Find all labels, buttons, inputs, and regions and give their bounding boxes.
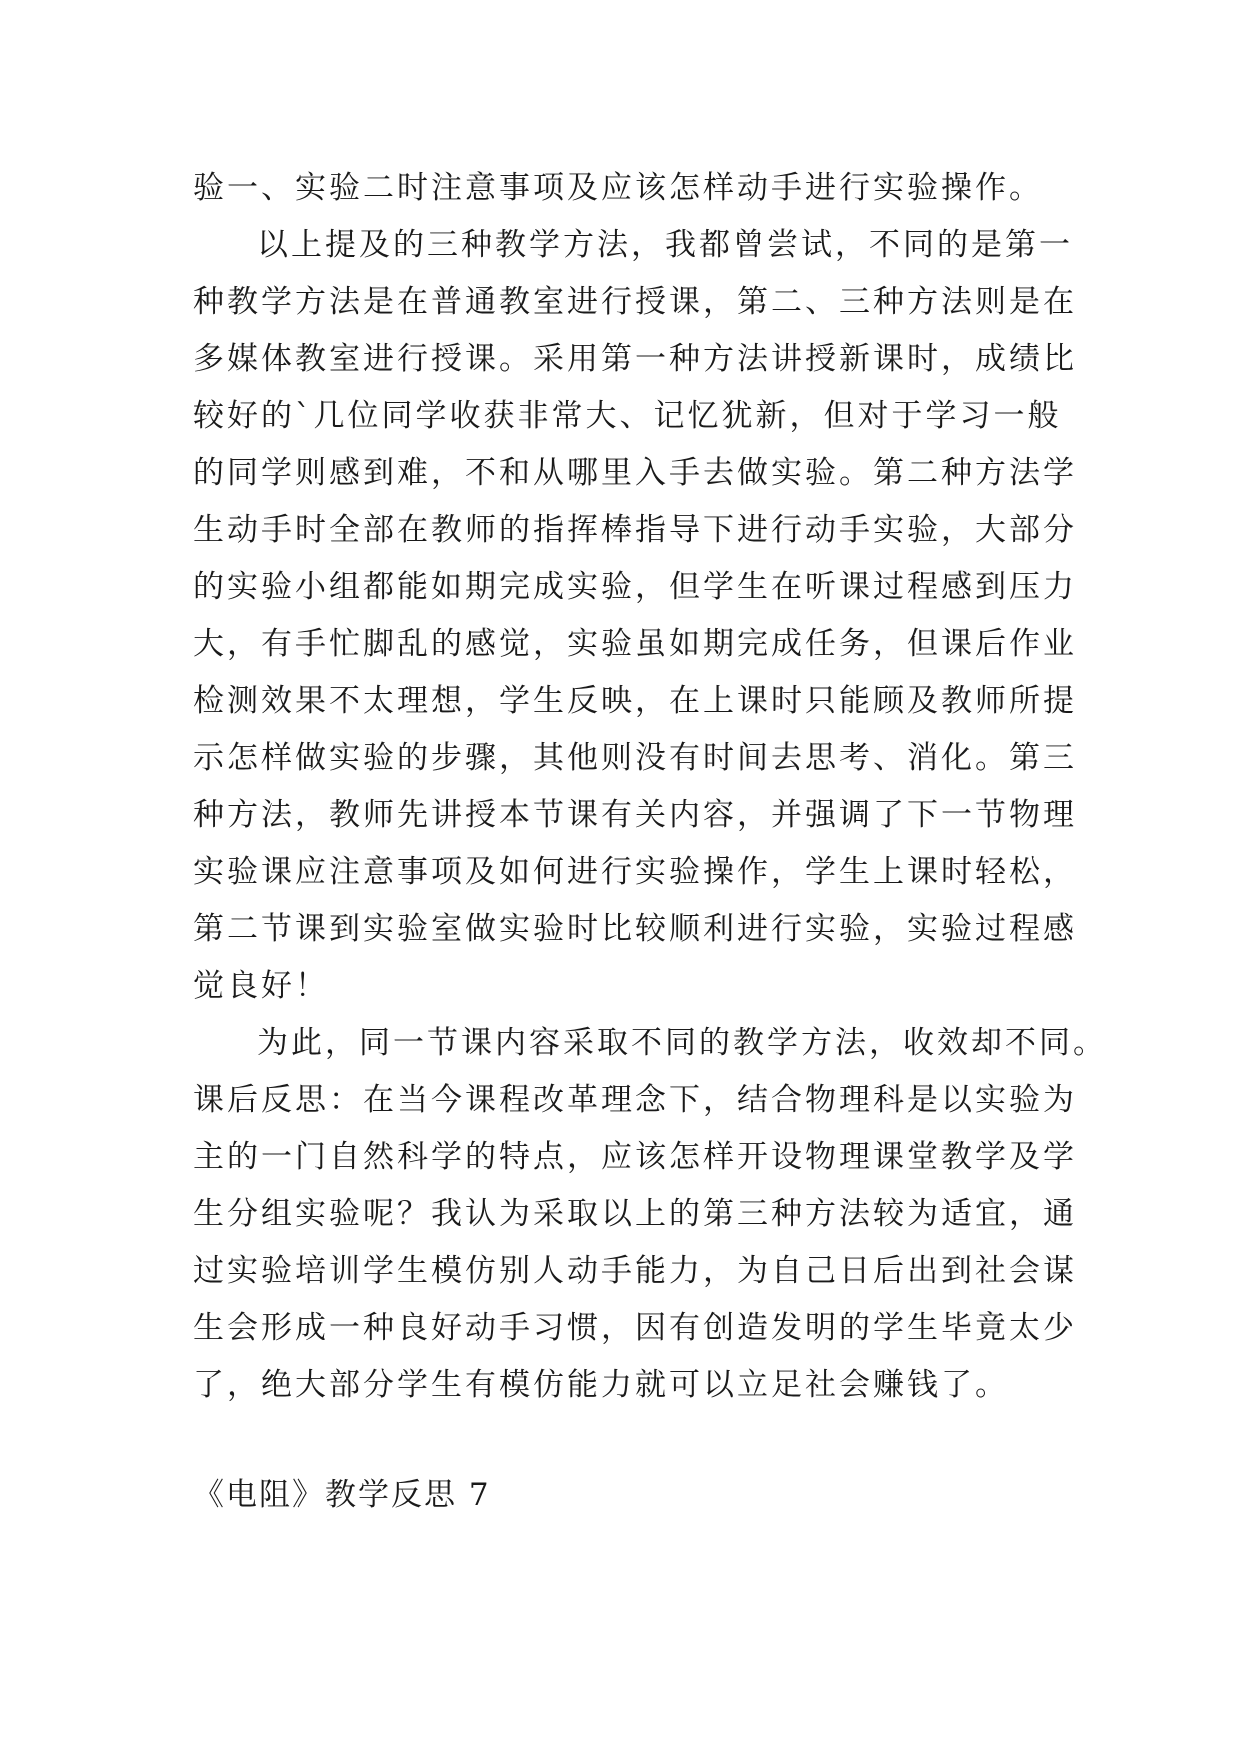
paragraph-1 (193, 160, 1053, 217)
text-line: 种教学方法是在普通教室进行授课，第二、三种方法则是在 (193, 284, 1077, 320)
text-line: 的同学则感到难，不和从哪里入手去做实验。第二种方法学 (193, 455, 1077, 491)
document-body (193, 160, 1107, 1414)
text-line: 主的一门自然科学的特点，应该怎样开设物理课堂教学及学 (193, 1139, 1077, 1175)
text-line: 较好的`几位同学收获非常大、记忆犹新，但对于学习一般 (193, 398, 1062, 434)
text-line: 以上提及的三种教学方法，我都曾尝试，不同的是第一 (257, 227, 1073, 263)
text-line: 检测效果不太理想，学生反映，在上课时只能顾及教师所提 (193, 683, 1077, 719)
text-line: 了，绝大部分学生有模仿能力就可以立足社会赚钱了。 (193, 1367, 1009, 1403)
section-heading: 《电阻》教学反思 7 (193, 1477, 491, 1513)
text-line: 种方法，教师先讲授本节课有关内容，并强调了下一节物理 (193, 797, 1077, 833)
text-line: 的实验小组都能如期完成实验，但学生在听课过程感到压力 (193, 569, 1077, 605)
text-line: 大，有手忙脚乱的感觉，实验虽如期完成任务，但课后作业 (193, 626, 1077, 662)
paragraph-2 (193, 217, 1077, 1015)
text-line: 第二节课到实验室做实验时比较顺利进行实验，实验过程感 (193, 911, 1077, 947)
text-line: 生动手时全部在教师的指挥棒指导下进行动手实验，大部分 (193, 512, 1077, 548)
paragraph-3 (193, 1015, 1107, 1414)
text-line: 验一、实验二时注意事项及应该怎样动手进行实验操作。 (193, 170, 1043, 206)
text-line: 实验课应注意事项及如何进行实验操作，学生上课时轻松， (193, 854, 1077, 890)
text-line: 为此，同一节课内容采取不同的教学方法，收效却不同。 (257, 1025, 1107, 1061)
text-line: 觉良好！ (193, 968, 329, 1004)
text-line: 示怎样做实验的步骤，其他则没有时间去思考、消化。第三 (193, 740, 1077, 776)
text-line: 多媒体教室进行授课。采用第一种方法讲授新课时，成绩比 (193, 341, 1077, 377)
text-line: 生分组实验呢？我认为采取以上的第三种方法较为适宜，通 (193, 1196, 1077, 1232)
text-line: 课后反思：在当今课程改革理念下，结合物理科是以实验为 (193, 1082, 1077, 1118)
text-line: 生会形成一种良好动手习惯，因有创造发明的学生毕竟太少 (193, 1310, 1077, 1346)
text-line: 过实验培训学生模仿别人动手能力，为自己日后出到社会谋 (193, 1253, 1077, 1289)
